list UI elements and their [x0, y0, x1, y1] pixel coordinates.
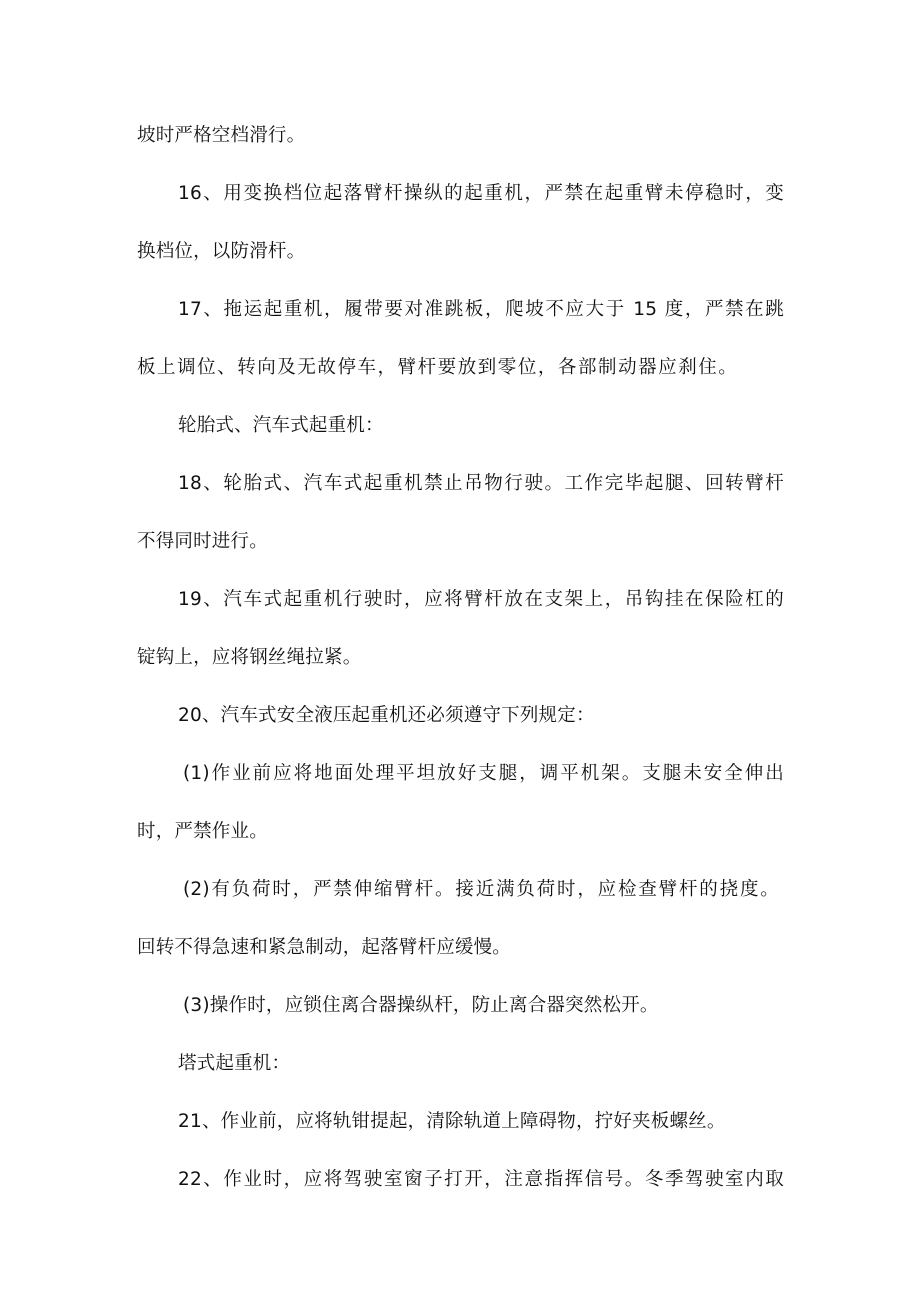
text-line-19: 22、作业时，应将驾驶室窗子打开，注意指挥信号。冬季驾驶室内取: [178, 1169, 784, 1190]
section-heading-wheeled-crane: 轮胎式、汽车式起重机：: [178, 415, 384, 436]
text-line-11: 20、汽车式安全液压起重机还必须遵守下列规定：: [178, 705, 595, 726]
text-line-2: 16、用变换档位起落臂杆操纵的起重机，严禁在起重臂未停稳时，变: [178, 183, 784, 204]
text-line-12: (1)作业前应将地面处理平坦放好支腿，调平机架。支腿未安全伸出: [183, 763, 784, 784]
text-line-18: 21、作业前，应将轨钳提起，清除轨道上障碍物，拧好夹板螺丝。: [178, 1111, 726, 1132]
text-line-9: 19、汽车式起重机行驶时，应将臂杆放在支架上，吊钩挂在保险杠的: [178, 589, 784, 610]
text-line-1: 坡时严格空档滑行。: [137, 125, 306, 146]
text-line-13: 时，严禁作业。: [137, 821, 268, 842]
text-line-4: 17、拖运起重机，履带要对准跳板，爬坡不应大于 15 度，严禁在跳: [178, 299, 784, 320]
text-line-15: 回转不得急速和紧急制动，起落臂杆应缓慢。: [137, 937, 512, 958]
section-heading-tower-crane: 塔式起重机：: [178, 1053, 291, 1074]
text-line-14: (2)有负荷时，严禁伸缩臂杆。接近满负荷时，应检查臂杆的挠度。: [183, 879, 779, 900]
text-line-10: 锭钩上，应将钢丝绳拉紧。: [137, 647, 362, 668]
text-line-5: 板上调位、转向及无故停车，臂杆要放到零位，各部制动器应刹住。: [137, 357, 737, 378]
text-line-16: (3)操作时，应锁住离合器操纵杆，防止离合器突然松开。: [183, 995, 659, 1016]
text-line-7: 18、轮胎式、汽车式起重机禁止吊物行驶。工作完毕起腿、回转臂杆: [178, 473, 784, 494]
text-line-3: 换档位，以防滑杆。: [137, 241, 306, 262]
text-line-8: 不得同时进行。: [137, 531, 268, 552]
